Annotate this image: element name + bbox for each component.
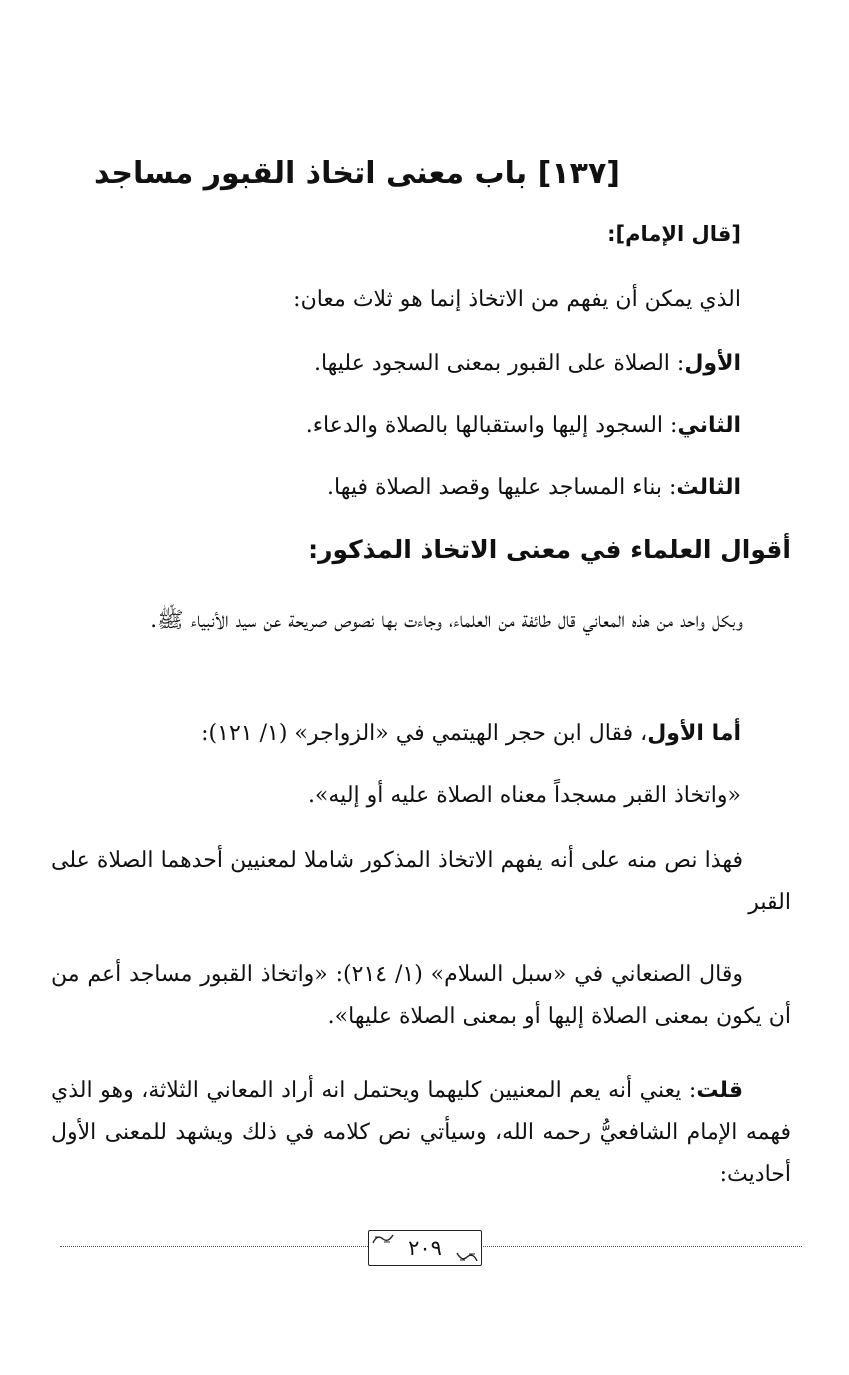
quote-zawajir: «واتخاذ القبر مسجداً معناه الصلاة عليه أو إليه». <box>307 783 741 808</box>
paragraph-sanani: وقال الصنعاني في «سبل السلام» (١/ ٢١٤): «واتخاذ القبور مساجد أعم من أن يكون بمعنى الصلاة إليها أو بمعنى الصلاة عليها». <box>51 962 791 1029</box>
paragraph-text: : يعني أنه يعم المعنيين كليهما ويحتمل انه أراد المعاني الثلاثة، وهو الذي فهمه الإمام الشافعيُّ رحمه الله، وسيأتي نص كلامه في ذلك ويشهد للمعنى الأول أحاديث: <box>51 1078 791 1187</box>
intro-sentence: الذي يمكن أن يفهم من الاتخاذ إنما هو ثلاث معان: <box>293 287 741 312</box>
meaning-text: : السجود إليها واستقبالها بالصلاة والدعاء. <box>305 413 678 438</box>
meaning-second <box>306 406 741 446</box>
meaning-term: الثاني <box>677 413 741 438</box>
imam-label: [قال الإمام]: <box>607 222 741 246</box>
paragraph-lead: أما الأول <box>647 721 741 746</box>
meaning-term: الأول <box>684 351 741 376</box>
page-footer <box>60 1228 802 1268</box>
meaning-first <box>314 344 741 384</box>
corner-ornament-icon <box>456 1251 478 1263</box>
chapter-title: [١٣٧] باب معنى اتخاذ القبور مساجد <box>94 156 620 191</box>
paragraph-text: ، فقال ابن حجر الهيتمي في «الزواجر» (١/ ١٢١): <box>201 721 648 746</box>
corner-ornament-icon <box>372 1233 394 1245</box>
paragraph-lead: قلت <box>696 1078 743 1103</box>
meaning-text: : بناء المساجد عليها وقصد الصلاة فيها. <box>327 475 677 500</box>
meaning-third <box>327 468 741 508</box>
meaning-term: الثالث <box>676 475 741 500</box>
section-heading: أقوال العلماء في معنى الاتخاذ المذكور: <box>308 535 791 564</box>
paragraph-scholars: وبكل واحد من هذه المعاني قال طائفة من العلماء، وجاءت بها نصوص صريحة عن سيد الأنبياء ﷺ. <box>150 608 743 633</box>
page-number-frame <box>368 1230 482 1266</box>
paragraph-qultu <box>51 1070 791 1196</box>
page-number: ٢٠٩ <box>408 1236 442 1260</box>
paragraph-commentary: فهذا نص منه على أنه يفهم الاتخاذ المذكور شاملا لمعنيين أحدهما الصلاة على القبر <box>51 848 791 915</box>
meaning-text: : الصلاة على القبور بمعنى السجود عليها. <box>313 351 685 376</box>
paragraph-first-opinion <box>201 714 741 754</box>
